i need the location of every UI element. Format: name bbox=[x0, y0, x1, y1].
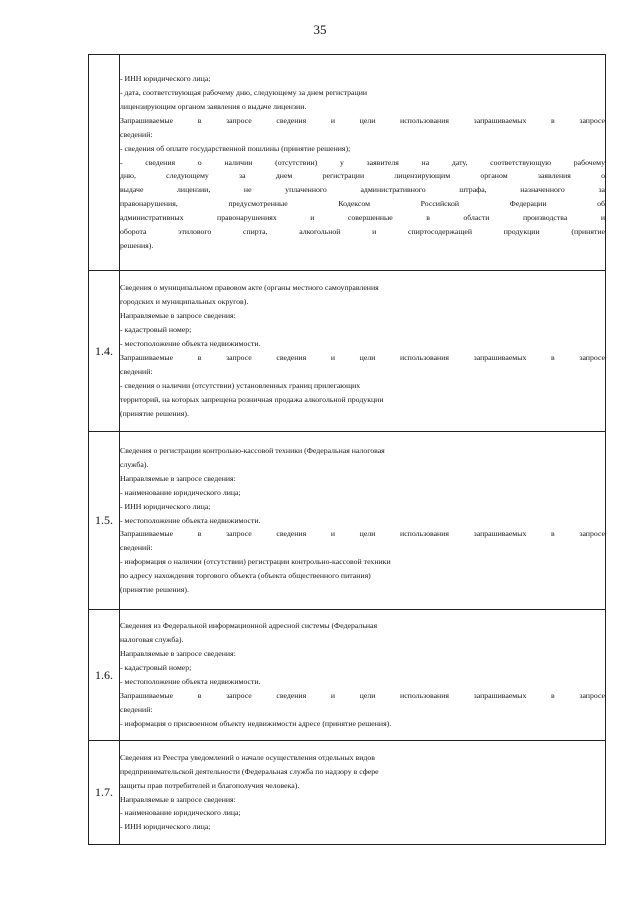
text-line: по адресу нахождения торгового объекта (объекта общественного питания) bbox=[120, 571, 371, 581]
text-line: сведений: bbox=[120, 704, 153, 714]
text-line: сведений: bbox=[120, 543, 153, 553]
text-line: выдаче лицензии, не уплаченного административного штрафа, назначенного за bbox=[120, 185, 605, 195]
text-line: лицензирующим органом заявления о выдаче лицензии. bbox=[120, 101, 307, 111]
text-line: Направляемые в запросе сведения: bbox=[120, 473, 236, 483]
text-line: Сведения о муниципальном правовом акте (органы местного самоуправления bbox=[120, 283, 379, 293]
requirements-table bbox=[88, 54, 606, 845]
text-line: Запрашиваемые в запросе сведения и цели использования запрашиваемых в запросе bbox=[120, 353, 605, 362]
text-line: - кадастровый номер; bbox=[120, 325, 192, 335]
text-line: - местоположение объекта недвижимости. bbox=[120, 677, 261, 686]
text-line: городских и муниципальных округов). bbox=[120, 297, 249, 307]
row-content bbox=[120, 610, 606, 741]
row-content bbox=[120, 741, 606, 845]
text-line: административных правонарушениях и совершенные в области производства и bbox=[120, 213, 605, 223]
text-line: (принятие решения). bbox=[120, 408, 189, 418]
text-line: правонарушения, предусмотренные Кодексом Российской Федерации об bbox=[120, 199, 605, 209]
text-line: решения). bbox=[120, 241, 154, 251]
text-line: - местоположение объекта недвижимости. bbox=[120, 339, 261, 349]
text-line: - наименование юридического лица; bbox=[120, 808, 241, 818]
table-row bbox=[89, 610, 606, 741]
text-line: сведений: bbox=[120, 366, 153, 376]
row-content bbox=[120, 271, 606, 432]
text-line: - местоположение объекта недвижимости. bbox=[120, 515, 261, 525]
text-line: - кадастровый номер; bbox=[120, 663, 192, 673]
text-line: (принятие решения). bbox=[120, 585, 189, 595]
text-line: - ИНН юридического лица; bbox=[120, 501, 211, 511]
page-number: 35 bbox=[313, 22, 327, 37]
row-number: 1.6. bbox=[89, 610, 120, 741]
text-line: Запрашиваемые в запросе сведения и цели использования запрашиваемых в запросе bbox=[120, 115, 605, 125]
text-line: Сведения о регистрации контрольно-кассовой техники (Федеральная налоговая bbox=[120, 445, 385, 455]
text-line: - сведения об оплате государственной пошлины (принятие решения); bbox=[120, 143, 351, 153]
table-row bbox=[89, 432, 606, 610]
text-line: сведений: bbox=[120, 129, 153, 139]
table-row bbox=[89, 55, 606, 271]
text-line: служба). bbox=[120, 459, 149, 469]
text-line: оборота этилового спирта, алкогольной и спиртосодержащей продукции (принятие bbox=[120, 227, 605, 237]
table-row bbox=[89, 271, 606, 432]
row-content bbox=[120, 432, 606, 610]
text-line: - ИНН юридического лица; bbox=[120, 822, 211, 832]
row-number: 1.7. bbox=[89, 741, 120, 845]
text-line: Направляемые в запросе сведения: bbox=[120, 649, 236, 659]
text-line: - сведения о наличии (отсутствии) установленных границ прилегающих bbox=[120, 380, 361, 390]
text-line: территорий, на которых запрещена розничная продажа алкогольной продукции bbox=[120, 394, 384, 404]
row-number bbox=[89, 55, 120, 271]
text-line: - дата, соответствующая рабочему дню, следующему за днем регистрации bbox=[120, 87, 368, 97]
text-line: Запрашиваемые в запросе сведения и цели использования запрашиваемых в запросе bbox=[120, 690, 605, 700]
row-content bbox=[120, 55, 606, 271]
text-line: защиты прав потребителей и благополучия человека). bbox=[120, 780, 300, 790]
text-line: Сведения из Реестра уведомлений о начале осуществления отдельных видов bbox=[120, 752, 375, 762]
table-row bbox=[89, 741, 606, 845]
text-line: Направляемые в запросе сведения: bbox=[120, 311, 236, 321]
row-number: 1.4. bbox=[89, 271, 120, 432]
text-line: дню, следующему за днем регистрации лицензирующим органом заявления о bbox=[120, 171, 605, 181]
text-line: - сведения о наличии (отсутствии) у заявителя на дату, соответствующую рабочему bbox=[120, 157, 605, 167]
text-line: - ИНН юридического лица; bbox=[120, 73, 211, 83]
text-line: - информация о присвоенном объекту недвижимости адресе (принятие решения). bbox=[120, 718, 392, 728]
text-line: Сведения из Федеральной информационной адресной системы (Федеральная bbox=[120, 621, 378, 631]
text-line: - информация о наличии (отсутствии) регистрации контрольно-кассовой техники bbox=[120, 557, 391, 567]
text-line: Направляемые в запросе сведения: bbox=[120, 794, 236, 804]
row-number: 1.5. bbox=[89, 432, 120, 610]
text-line: Запрашиваемые в запросе сведения и цели использования запрашиваемых в запросе bbox=[120, 529, 605, 539]
text-line: предпринимательской деятельности (Федеральная служба по надзору в сфере bbox=[120, 766, 379, 776]
text-line: - наименование юридического лица; bbox=[120, 487, 241, 497]
text-line: налоговая служба). bbox=[120, 635, 184, 645]
